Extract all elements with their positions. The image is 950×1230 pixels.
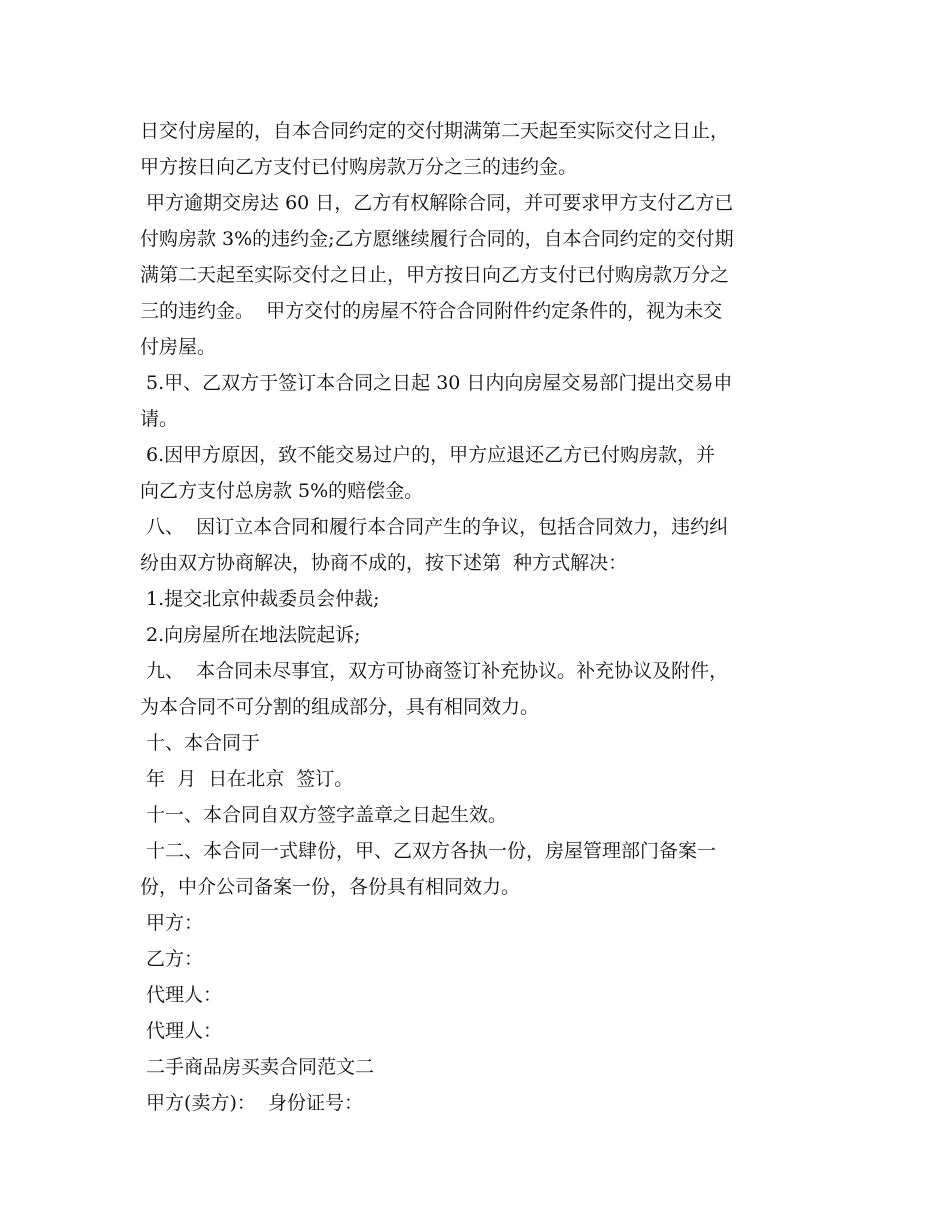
text-line: 1.提交北京仲裁委员会仲裁;	[140, 588, 380, 610]
text-line: 请。	[140, 408, 179, 430]
text-line: 代理人：	[140, 1020, 223, 1042]
text-line: 甲方按日向乙方支付已付购房款万分之三的违约金。	[140, 156, 578, 178]
text-line: 甲方(卖方)： 身份证号：	[140, 1092, 363, 1114]
document-body	[140, 113, 820, 1121]
text-line: 二手商品房买卖合同范文二	[140, 1056, 375, 1078]
text-line: 5.甲、乙双方于签订本合同之日起 30 日内向房屋交易部门提出交易申	[140, 372, 733, 394]
text-line: 九、 本合同未尽事宜，双方可协商签订补充协议。补充协议及附件，	[140, 660, 729, 682]
text-line: 2.向房屋所在地法院起诉;	[140, 624, 361, 646]
text-line: 十二、本合同一式肆份，甲、乙双方各执一份，房屋管理部门备案一	[140, 840, 717, 862]
text-line: 十、本合同于	[140, 732, 261, 754]
text-line: 份，中介公司备案一份，各份具有相同效力。	[140, 876, 521, 898]
text-line: 付购房款 3%的违约金;乙方愿继续履行合同的，自本合同约定的交付期	[140, 228, 734, 250]
text-line: 十一、本合同自双方签字盖章之日起生效。	[140, 804, 508, 826]
text-line: 日交付房屋的，自本合同约定的交付期满第二天起至实际交付之日止，	[140, 120, 730, 142]
text-line: 八、 因订立本合同和履行本合同产生的争议，包括合同效力，违约纠	[140, 516, 729, 538]
text-line: 甲方：	[140, 912, 204, 934]
text-line: 甲方逾期交房达 60 日，乙方有权解除合同，并可要求甲方支付乙方已	[140, 192, 734, 214]
text-line: 为本合同不可分割的组成部分，具有相同效力。	[140, 696, 540, 718]
text-line: 6.因甲方原因，致不能交易过户的，甲方应退还乙方已付购房款，并	[140, 444, 716, 466]
text-line: 三的违约金。 甲方交付的房屋不符合合同附件约定条件的，视为未交	[140, 300, 723, 322]
text-line: 向乙方支付总房款 5%的赔偿金。	[140, 480, 424, 502]
text-line: 乙方：	[140, 948, 204, 970]
text-line: 年 月 日在北京 签订。	[140, 768, 354, 790]
text-line: 代理人：	[140, 984, 223, 1006]
text-line: 满第二天起至实际交付之日止，甲方按日向乙方支付已付购房款万分之	[140, 264, 730, 286]
text-line: 纷由双方协商解决，协商不成的，按下述第 种方式解决：	[140, 552, 628, 574]
text-line: 付房屋。	[140, 336, 217, 358]
